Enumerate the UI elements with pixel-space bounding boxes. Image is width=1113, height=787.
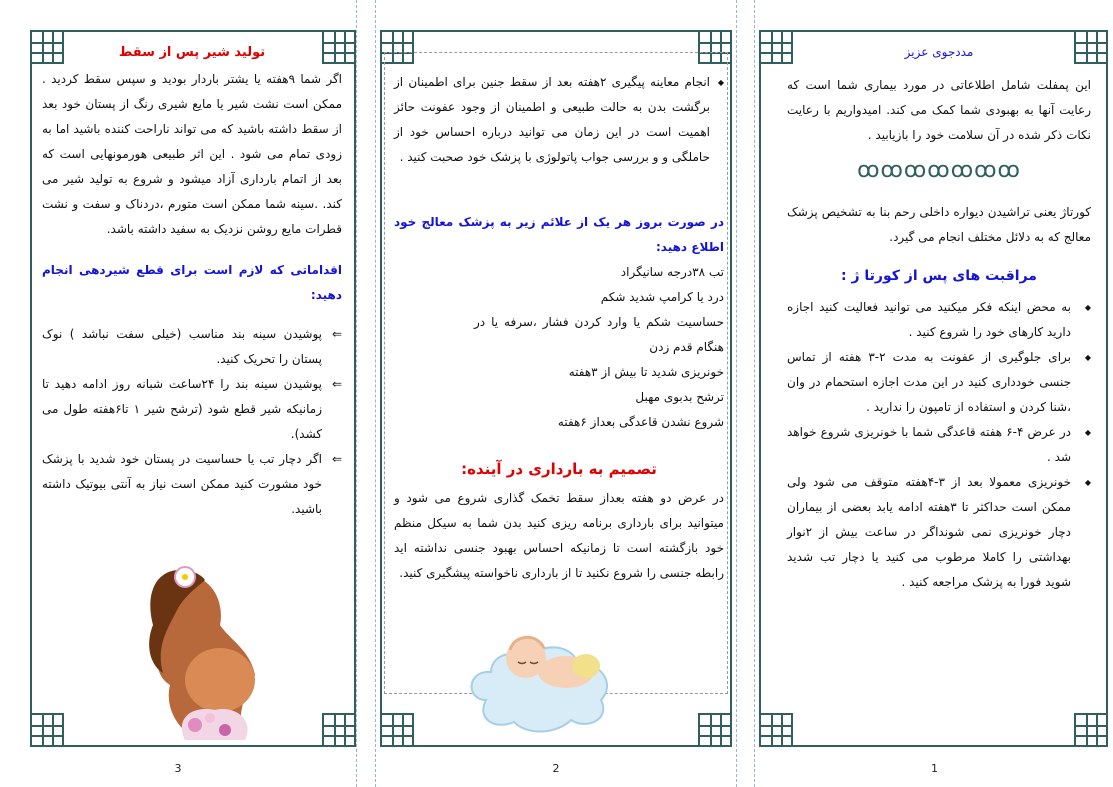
page-number: 2 xyxy=(552,762,560,775)
list-item: شروع نشدن قاعدگی بعداز ۶هفته xyxy=(557,415,724,429)
list-item: ◆ در عرض ۴-۶ هفته قاعدگی شما با خونریزی شروع خواهد شد . xyxy=(787,420,1091,470)
decorative-divider: ꝏꝏꝏꝏꝏꝏꝏ xyxy=(857,158,1021,183)
page-2 xyxy=(375,0,737,787)
page-3-title: تولید شیر پس از سقط xyxy=(118,45,266,60)
list-item: ⇐ اگر دچار تب یا حساسیت در پستان خود شدید با پزشک خود مشورت کنید ممکن است نیاز به آنتی بیوتیک داشته باشید. xyxy=(42,447,342,522)
list-item: ◆ به محض اینکه فکر میکنید می توانید فعالیت کنید اجازه دارید کارهای خود را شروع کنید . xyxy=(787,295,1091,345)
list-item: ترشح بدبوی مهبل xyxy=(635,390,724,404)
diamond-bullet-icon: ◆ xyxy=(717,78,724,87)
page-1-greeting: مددجوی عزیز xyxy=(904,45,974,59)
frame-corner-ornament xyxy=(759,713,793,747)
list-item: ⇐ پوشیدن سینه بند مناسب (خیلی سفت نباشد ) نوک پستان را تحریک کنید. xyxy=(42,322,342,372)
list-item: درد یا کرامپ شدید شکم xyxy=(600,290,724,304)
page-3-subheading: اقداماتی که لازم است برای قطع شیردهی انجام دهید: xyxy=(42,263,342,302)
page-2-intro-list xyxy=(394,70,724,170)
frame-corner-ornament xyxy=(1074,713,1108,747)
page-1-care-list xyxy=(787,295,1091,595)
double-arrow-icon: ⇐ xyxy=(331,452,342,466)
frame-corner-ornament xyxy=(322,713,356,747)
page-3-paragraph: اگر شما ۹هفته یا یشتر باردار بودید و سپس سقط کردید . ممکن است نشت شیر یا مایع شیری رنگ از پستان خود بعد از سقط داشته باشید که می تواند ناراحت کننده باشید اما به زودی تمام می شود . این اثر طبیعی هورمونهایی است که بعد از اتمام بارداری آزاد میشود و شروع به تولید شیر می کند. .سینه شما ممکن است متورم ،دردناک و سفت و نشت قطرات مایع روشن نزدیک به سفید داشته باشد. xyxy=(42,72,342,236)
page-3 xyxy=(0,0,357,787)
page-3-action-list xyxy=(42,322,342,522)
page-1 xyxy=(754,0,1113,787)
list-item: خونریزی شدید تا بیش از ۳هفته xyxy=(568,365,724,379)
sleeping-baby-cloud-illustration xyxy=(466,600,626,740)
page-1-care-title: مراقبت های پس از کورتا ژ : xyxy=(841,268,1037,284)
page-number: 1 xyxy=(931,762,938,775)
list-item: حساسیت شکم یا وارد کردن فشار ،سرفه یا در هنگام قدم زدن xyxy=(474,315,724,354)
double-arrow-icon: ⇐ xyxy=(331,327,342,341)
page-1-definition: کورتاژ یعنی تراشیدن دیواره داخلی رحم بنا به تشخیص پزشک معالج که به دلائل مختلف انجام می گیرد. xyxy=(787,205,1091,244)
page-2-warning-heading: در صورت بروز هر یک از علائم زیر به پزشک معالج خود اطلاع دهید: xyxy=(394,215,724,254)
list-item: ◆ برای جلوگیری از عفونت به مدت ۲-۳ هفته از تماس جنسی خودداری کنید در این مدت اجازه استحمام در وان ،شنا کردن و استفاده از تامپون را ندارید . xyxy=(787,345,1091,420)
diamond-bullet-icon: ◆ xyxy=(1084,353,1091,362)
page-2-future-text: در عرض دو هفته بعداز سقط تخمک گذاری شروع می شود و میتوانید برای بارداری برنامه ریزی کنید بدن شما به سیکل منظم خود بازگشته است تا زمانیکه احساس بهبود جنسی نداشته اید رابطه جنسی را شروع نکنید تا از بارداری ناخواسته پیشگیری کنید. xyxy=(394,491,724,580)
page-2-future-title: تصمیم به بارداری در آینده: xyxy=(461,460,657,478)
page-2-signs xyxy=(474,260,724,435)
page-number: 3 xyxy=(174,762,182,775)
pregnant-woman-illustration xyxy=(125,555,275,747)
list-item: ◆ انجام معاینه پیگیری ۲هفته بعد از سقط جنین برای اطمینان از برگشت بدن به حالت طبیعی و اطمینان از وجود عفونت حائز اهمیت است در این زمان می توانید درباره احساس خود از حاملگی و و بررسی جواب پاتولوژی با پزشک خود صحبت کنید . xyxy=(394,70,724,170)
list-item: ⇐ پوشیدن سینه بند را ۲۴ساعت شبانه روز ادامه دهید تا زمانیکه شیر قطع شود (ترشح شیر ۱ تا۶هفته طول می کشد). xyxy=(42,372,342,447)
frame-corner-ornament xyxy=(698,713,732,747)
double-arrow-icon: ⇐ xyxy=(331,377,342,391)
frame-corner-ornament xyxy=(30,713,64,747)
page-1-intro: این پمفلت شامل اطلاعاتی در مورد بیماری شما است که رعایت آنها به بهبودی شما کمک می کند. امیدواریم با رعایت نکات ذکر شده در آن سلامت خود را بازیابید . xyxy=(787,78,1091,142)
diamond-bullet-icon: ◆ xyxy=(1084,478,1091,487)
frame-corner-ornament xyxy=(380,713,414,747)
list-item: ◆ خونریزی معمولا بعد از ۳-۴هفته متوقف می شود ولی ممکن است حداکثر تا ۳هفته ادامه یابد بعضی از بیماران دچار خونریزی نمی شوندا‌گر در ساعت بیش از ۲نوار بهداشتی را کاملا مرطوب می کنید یا دچار تب شدید شوید فورا به پزشک مراجعه کنید . xyxy=(787,470,1091,595)
list-item: تب ۳۸درجه سانیگراد xyxy=(620,265,724,279)
diamond-bullet-icon: ◆ xyxy=(1084,303,1091,312)
diamond-bullet-icon: ◆ xyxy=(1084,428,1091,437)
